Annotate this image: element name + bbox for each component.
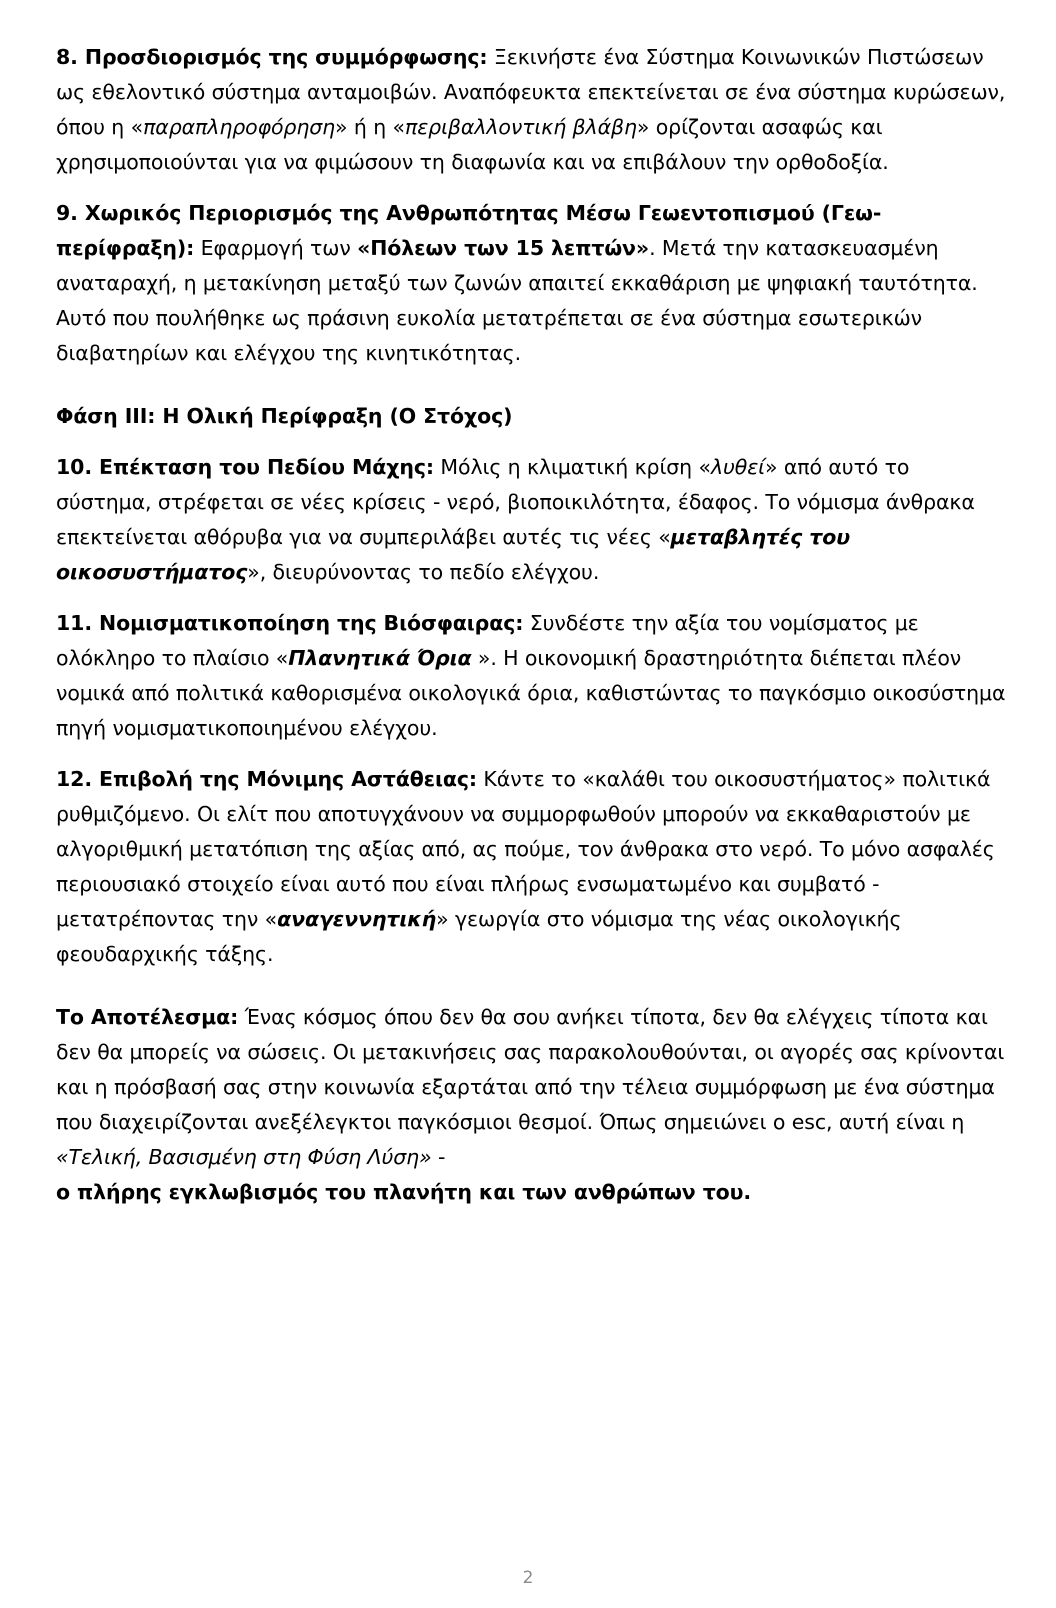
item-8-title: 8. Προσδιορισμός της συμμόρφωσης: (56, 45, 488, 69)
item-10-text: » από αυτό το σύστημα, στρέφεται σε νέες κρίσεις - νερό, βιοποικιλότητα, έδαφος. Το νόμισμα άνθρακα επεκτείνεται αθόρυβα για να συμπεριλάβει αυτές τις νέες « (56, 455, 975, 549)
document-page (56, 40, 1006, 1210)
item-10-paragraph (56, 450, 1006, 590)
item-9-title: 9. Χωρικός Περιορισμός της Ανθρωπότητας Μέσω Γεωεντοπισμού (Γεω-περίφραξη): (56, 201, 882, 260)
result-paragraph (56, 1000, 1006, 1210)
item-11-text: ». Η οικονομική δραστηριότητα διέπεται πλέον νομικά από πολιτικά καθορισμένα οικολογικά όρια, καθιστώντας το παγκόσμιο οικοσύστημα πηγή νομισματικοποιημένου ελέγχου. (56, 646, 1006, 740)
result-text: Ένας κόσμος όπου δεν θα σου ανήκει τίποτα, δεν θα ελέγχεις τίποτα και δεν θα μπορείς να σώσεις. Οι μετακινήσεις σας παρακολουθούνται, οι αγορές σας κρίνονται και η πρόσβασή σας στην κοινωνία εξαρτάται από την τέλεια συμμόρφωση με ένα σύστημα που διαχειρίζονται ανεξέλεγκτοι παγκόσμιοι θεσμοί. Όπως σημειώνει ο esc, αυτή είναι η (56, 1005, 1005, 1134)
item-10-text: Μόλις η κλιματική κρίση « (434, 455, 711, 479)
item-11-title: 11. Νομισματικοποίηση της Βιόσφαιρας: (56, 611, 524, 635)
item-12-text: Κάντε το «καλάθι του οικοσυστήματος» πολιτικά ρυθμιζόμενο. Οι ελίτ που αποτυγχάνουν να συμμορφωθούν μπορούν να εκκαθαριστούν με αλγοριθμική μετατόπιση της αξίας από, ας πούμε, τον άνθρακα στο νερό. Το μόνο ασφαλές περιουσιακό στοιχείο είναι αυτό που είναι πλήρως ενσωματωμένο και συμβατό - μετατρέποντας την « (56, 767, 995, 931)
result-emphasis-final-solution: «Τελική, Βασισμένη στη Φύση Λύση» (56, 1145, 432, 1169)
item-12-title: 12. Επιβολή της Μόνιμης Αστάθειας: (56, 767, 478, 791)
item-9-text: . Μετά την κατασκευασμένη αναταραχή, η μετακίνηση μεταξύ των ζωνών απαιτεί εκκαθάριση με ψηφιακή ταυτότητα. Αυτό που πουλήθηκε ως πράσινη ευκολία μετατρέπεται σε ένα σύστημα εσωτερικών διαβατηρίων και ελέγχου της κινητικότητας. (56, 236, 978, 365)
page-number: 2 (522, 1568, 534, 1588)
item-12-paragraph (56, 762, 1006, 972)
item-12-text: » γεωργία στο νόμισμα της νέας οικολογικής φεουδαρχικής τάξης. (56, 907, 902, 966)
item-11-emphasis-planetary-boundaries: Πλανητικά Όρια (288, 646, 472, 670)
item-9-paragraph (56, 196, 1006, 371)
item-10-text: », διευρύνοντας το πεδίο ελέγχου. (247, 560, 600, 584)
phase-3-heading: Φάση III: Η Ολική Περίφραξη (Ο Στόχος) (56, 404, 513, 428)
item-8-text: Ξεκινήστε ένα Σύστημα Κοινωνικών Πιστώσεων ως εθελοντικό σύστημα ανταμοιβών. Αναπόφευκτα επεκτείνεται σε ένα σύστημα κυρώσεων, όπου η « (56, 45, 1006, 139)
item-10-title: 10. Επέκταση του Πεδίου Μάχης: (56, 455, 435, 479)
result-title: Το Αποτέλεσμα: (56, 1005, 239, 1029)
item-12-emphasis-regenerative: αναγεννητική (277, 907, 437, 931)
item-8-text: » ορίζονται ασαφώς και χρησιμοποιούνται για να φιμώσουν τη διαφωνία και να επιβάλουν την ορθοδοξία. (56, 115, 889, 174)
item-10-emphasis-solved: λυθεί (710, 455, 766, 479)
item-11-paragraph (56, 606, 1006, 746)
item-10-emphasis-ecosystem-variables: μεταβλητές του οικοσυστήματος (56, 525, 850, 584)
result-text: - (431, 1145, 446, 1169)
item-11-text: Συνδέστε την αξία του νομίσματος με ολόκληρο το πλαίσιο « (56, 611, 919, 670)
item-8-text: » ή η « (335, 115, 405, 139)
item-9-text: Εφαρμογή των (194, 236, 358, 260)
item-8-paragraph (56, 40, 1006, 180)
item-9-bold-15-minute-cities: «Πόλεων των 15 λεπτών» (357, 236, 650, 260)
result-bold-conclusion: ο πλήρης εγκλωβισμός του πλανήτη και των ανθρώπων του. (56, 1180, 752, 1204)
item-8-emphasis-misinformation: παραπληροφόρηση (143, 115, 336, 139)
item-8-emphasis-environmental-harm: περιβαλλοντική βλάβη (404, 115, 637, 139)
